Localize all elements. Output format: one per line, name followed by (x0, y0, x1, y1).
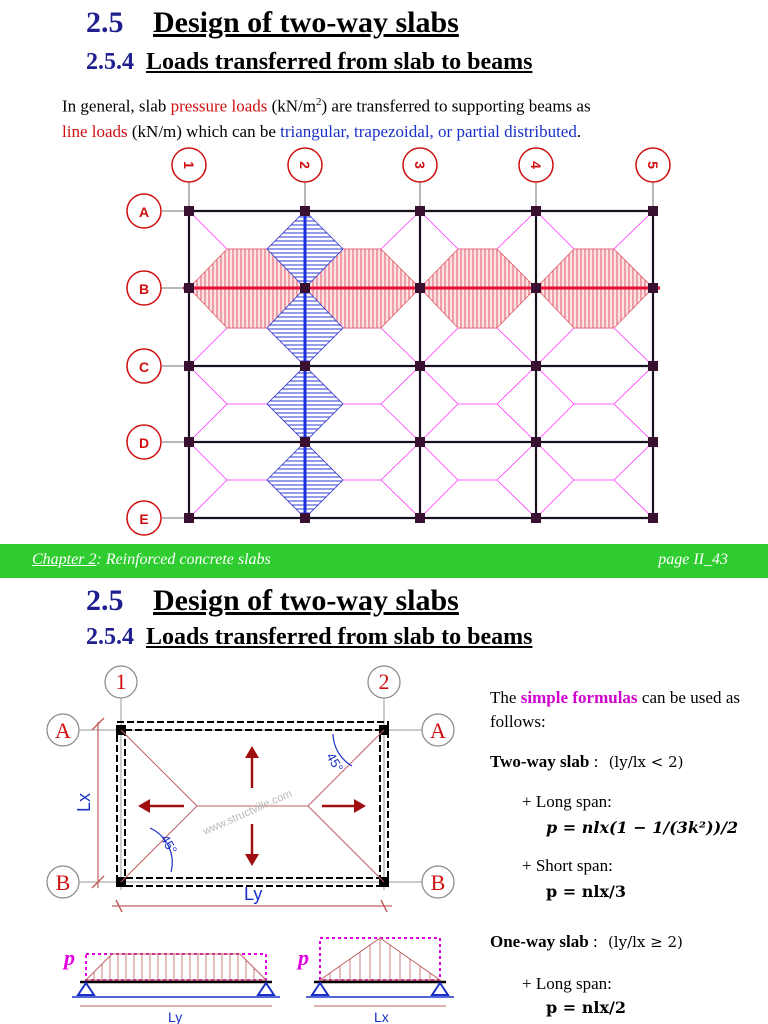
beam1-hatch (94, 954, 254, 980)
intro-text: (kN/m (267, 96, 316, 116)
angle-label: 45° (157, 832, 181, 857)
short-span-label: + Short span: (522, 856, 613, 875)
pressure-loads-text: pressure loads (170, 96, 268, 116)
one-way-condition: (ly/lx ≥ 2) (607, 933, 683, 951)
long-span-label-2: + Long span: (522, 974, 612, 993)
load-shapes-text: triangular, trapezoidal, or partial distributed (280, 121, 577, 141)
beam2-span-label: Lx (374, 1009, 389, 1024)
footer-bar (0, 544, 768, 578)
slide1-subsection-heading (86, 49, 532, 76)
grid-label-row: A (55, 718, 71, 743)
two-way-label: Two-way slab (490, 752, 590, 771)
section-title: Design of two-way slabs (153, 6, 459, 39)
row-grid-bubbles (127, 194, 161, 535)
beam1-span-label: Ly (168, 1009, 183, 1024)
subsection-number: 2.5.4 (86, 49, 134, 75)
section-number: 2.5 (86, 6, 124, 39)
long-span-label: + Long span: (522, 792, 612, 811)
grid-label-col: 1 (181, 161, 197, 169)
angle-label: 45° (323, 750, 347, 775)
subsection-number: 2.5.4 (86, 624, 134, 650)
intro-paragraph (62, 90, 742, 144)
grid-label-col: 3 (412, 161, 428, 169)
intro-text: . (576, 121, 582, 141)
intro-text: ) are transferred to supporting beams as (321, 96, 591, 116)
short-span-formula (546, 880, 740, 904)
grid-label-col: 4 (528, 161, 544, 169)
long-span-formula (546, 816, 740, 840)
intro-text: In general, slab (62, 96, 171, 116)
line-loads-text: line loads (62, 121, 128, 141)
grid-label-row: B (55, 870, 71, 895)
grid-label-row: A (138, 204, 150, 220)
intro-text: can be used as follows: (490, 688, 740, 731)
two-way-condition: (ly/lx < 2) (608, 753, 684, 771)
grid-label-row: E (139, 511, 149, 527)
simple-formulas-text: simple formulas (520, 688, 638, 707)
slab-panel-diagram (0, 660, 470, 1024)
grid-label-row: B (430, 870, 446, 895)
grid-label-col: 1 (115, 669, 127, 694)
footer-chapter (32, 551, 271, 569)
slide2-section-heading (86, 584, 459, 618)
beam2-load-label: p (298, 945, 309, 970)
grid-label-col: 2 (297, 161, 313, 169)
intro-text: The (490, 688, 521, 707)
watermark: www.structville.com (201, 787, 294, 838)
formula-text: p = nlx(1 − 1/(3k²))/2 (546, 818, 739, 837)
subsection-title: Loads transferred from slab to beams (146, 624, 533, 650)
one-way-label: One-way slab (490, 932, 589, 951)
chapter-title: : Reinforced concrete slabs (96, 551, 271, 568)
formula-text: p = nlx/2 (546, 998, 626, 1017)
superscript: 2 (316, 96, 322, 108)
section-number: 2.5 (86, 584, 124, 617)
intro-text: (kN/m) which can be (127, 121, 281, 141)
beam2-hatch (330, 938, 430, 980)
slab-grid-diagram (0, 140, 768, 540)
long-span-formula-2 (546, 996, 740, 1020)
beam1-load-label: p (64, 945, 75, 970)
grid-extension-lines (162, 180, 653, 518)
grid-label-col: 5 (645, 161, 661, 169)
ly-dimension: Ly (244, 884, 263, 904)
grid-label-col: 2 (378, 669, 390, 694)
one-way-row: One-way slab : (ly/lx ≥ 2) (490, 932, 683, 951)
slide2-subsection-heading (86, 624, 532, 651)
grid-label-row: A (430, 718, 446, 743)
grid-label-row: C (138, 359, 150, 375)
footer-page: page II_43 (658, 551, 728, 568)
two-way-row: Two-way slab : (ly/lx < 2) (490, 752, 684, 771)
slide1-section-heading (86, 6, 459, 40)
formula-text: p = nlx/3 (546, 882, 626, 901)
formula-panel (490, 686, 740, 1020)
lx-dimension: Lx (74, 792, 94, 812)
grid-label-row: B (138, 281, 150, 297)
chapter-link: Chapter 2 (32, 551, 97, 568)
grid-label-row: D (138, 435, 150, 451)
section-title: Design of two-way slabs (153, 584, 459, 617)
formula-intro (490, 686, 740, 734)
column-grid-bubbles (172, 148, 670, 182)
subsection-title: Loads transferred from slab to beams (146, 49, 533, 75)
